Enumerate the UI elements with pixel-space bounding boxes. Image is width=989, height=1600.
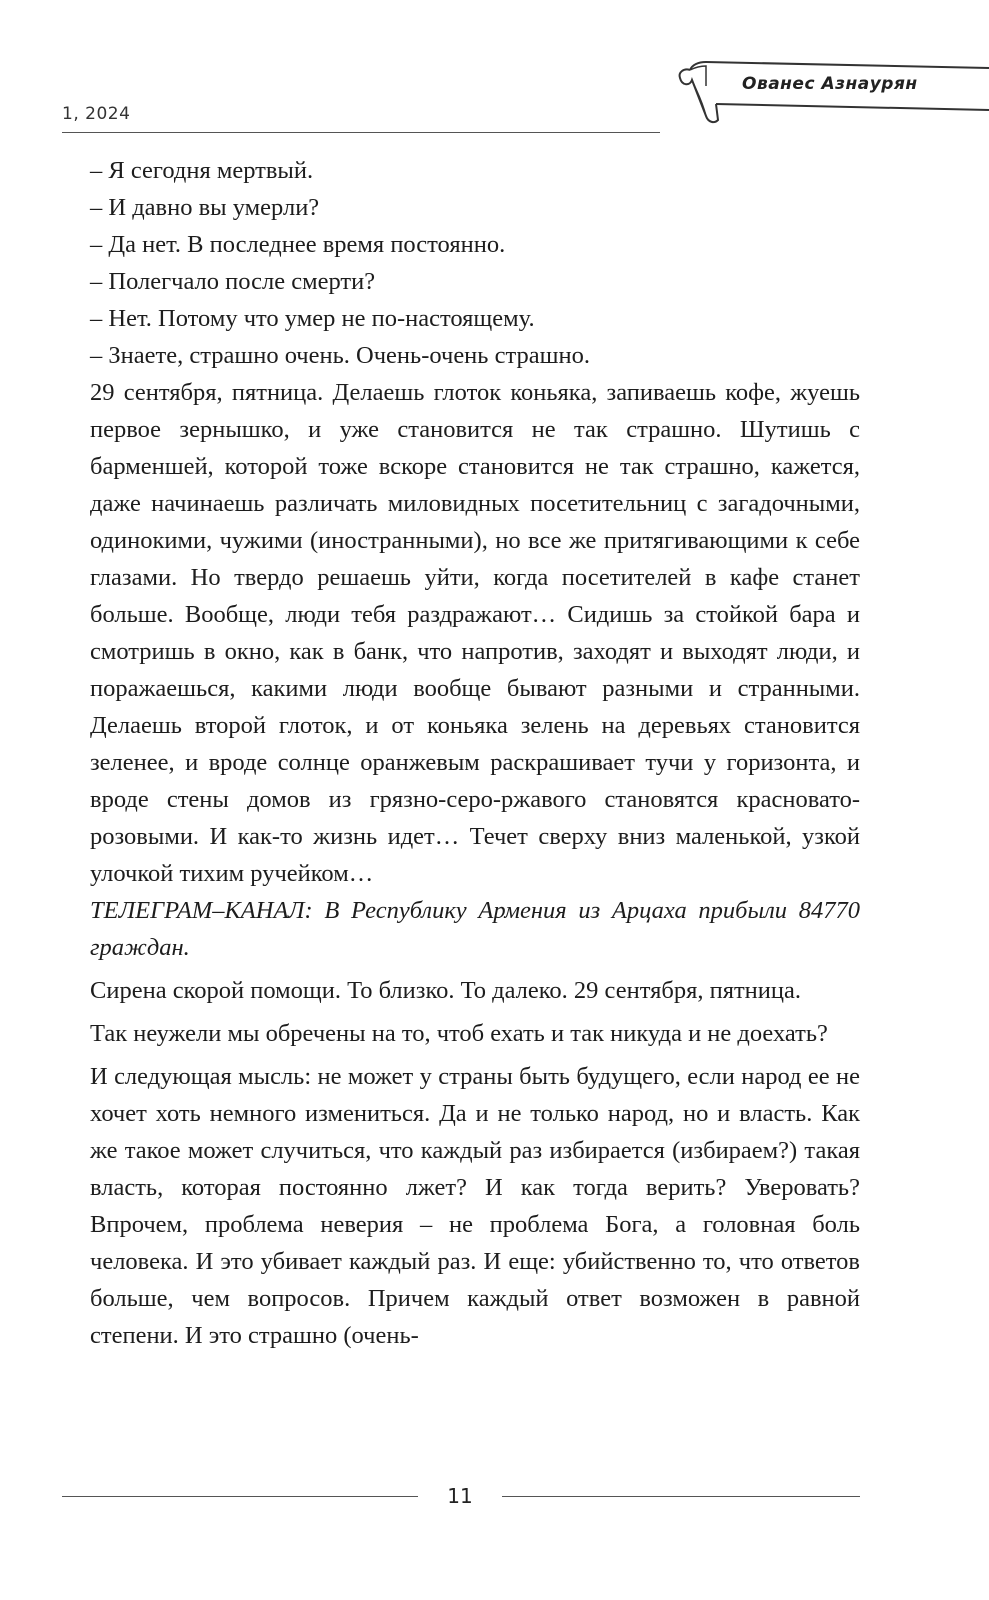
paragraph: Так неужели мы обречены на то, чтоб ехать и так никуда и не доехать?	[90, 1020, 828, 1047]
paragraph: И следующая мысль: не может у страны быть будущего, если народ ее не хочет хоть немного измениться. Да и не только народ, но и власть. Как же такое может случиться, что каждый раз избирается (избираем?) такая власть, которая постоянно лжет? И как тогда верить? Уверовать? Впрочем, проблема неверия – не проблема Бога, а головная боль человека. И это убивает каждый раз. И еще: убийственно то, что ответов больше, чем вопросов. Причем каждый ответ возможен в равной степени. И это страшно (очень-	[90, 1063, 860, 1349]
footer-rule-right	[502, 1496, 860, 1497]
dialog-line: – И давно вы умерли?	[90, 194, 320, 221]
dialog-line: – Я сегодня мертвый.	[90, 157, 314, 184]
header-rule	[62, 132, 660, 133]
footer-rule-left	[62, 1496, 418, 1497]
telegram-quote: ТЕЛЕГРАМ–КАНАЛ: В Республику Армения из Арцаха прибыли 84770 граждан.	[90, 897, 860, 961]
author-name: Ованес Азнаурян	[742, 74, 918, 94]
page-number: 11	[447, 1484, 473, 1508]
dialog-line: – Знаете, страшно очень. Очень-очень страшно.	[90, 342, 590, 369]
author-banner	[672, 56, 989, 130]
dialog-line: – Да нет. В последнее время постоянно.	[90, 231, 506, 258]
issue-label: 1, 2024	[62, 104, 131, 124]
paragraph: 29 сентября, пятница. Делаешь глоток коньяка, запиваешь кофе, жуешь первое зернышко, и уже становится не так страшно. Шутишь с барменшей, которой тоже вскоре становится не так страшно, кажется, даже начинаешь различать миловидных посетительниц с загадочными, одинокими, чужими (иностранными), но все же притягивающими к себе глазами. Но твердо решаешь уйти, когда посетителей в кафе станет больше. Вообще, люди тебя раздражают… Сидишь за стойкой бара и смотришь в окно, как в банк, что напротив, заходят и выходят люди, и поражаешься, какими люди вообще бывают разными и странными. Делаешь второй глоток, и от коньяка зелень на деревьях становится зеленее, и вроде солнце оранжевым раскрашивает тучи у горизонта, и вроде стены домов из грязно-серо-ржавого становятся красновато-розовыми. И как-то жизнь идет… Течет сверху вниз маленькой, узкой улочкой тихим ручейком…	[90, 379, 860, 887]
dialog-line: – Полегчало после смерти?	[90, 268, 376, 295]
paragraph: Сирена скорой помощи. То близко. То далеко. 29 сентября, пятница.	[90, 977, 802, 1004]
page-text	[90, 152, 860, 1354]
dialog-line: – Нет. Потому что умер не по-настоящему.	[90, 305, 535, 332]
